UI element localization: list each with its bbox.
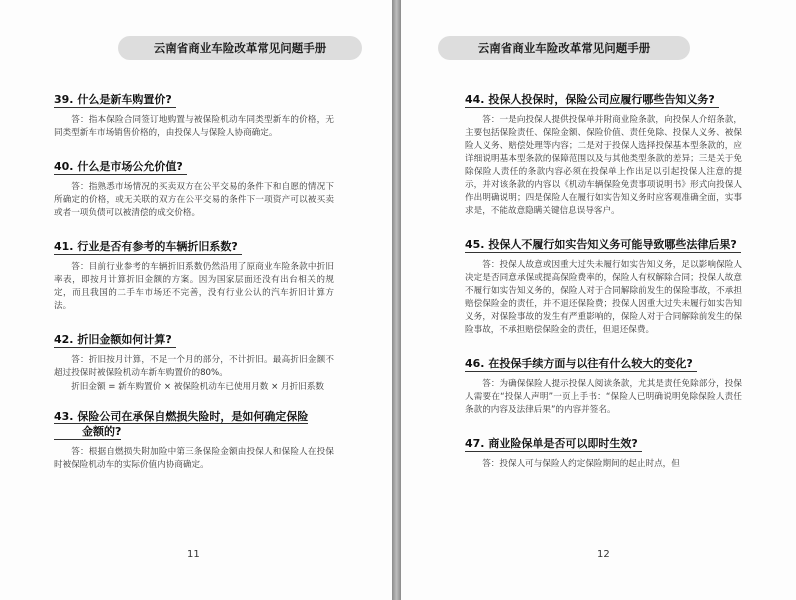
page-number: 12 — [597, 549, 610, 560]
answer-text: 答：根据自燃损失附加险中第三条保险金额由投保人和保险人在投保时被保险机动车的实际价值内协商确定。 — [54, 447, 334, 470]
left-page — [0, 0, 392, 600]
header-title: 云南省商业车险改革常见问题手册 — [118, 36, 362, 60]
question-line-1: 43. 保险公司在承保自燃损失险时，是如何确定保险 — [54, 410, 309, 423]
answer-text: 答：指熟悉市场情况的买卖双方在公平交易的条件下和自愿的情况下所确定的价格，或无关联的双方在公平交易的条件下一项资产可以被买卖或者一项负债可以被清偿的成交价格。 — [54, 182, 334, 218]
question-heading — [54, 409, 334, 440]
formula-text: 折旧金额 = 新车购置价 × 被保险机动车已使用月数 × 月折旧系数 — [71, 382, 325, 392]
qa-item — [54, 409, 334, 472]
qa-item — [465, 88, 742, 218]
qa-item — [54, 235, 334, 313]
page-content — [465, 88, 742, 486]
question-heading: 42. 折旧金额如何计算? — [54, 332, 176, 348]
qa-item — [54, 88, 334, 140]
question-heading: 47. 商业险保单是否可以即时生效? — [465, 436, 642, 452]
question-heading: 45. 投保人不履行如实告知义务可能导致哪些法律后果? — [465, 237, 741, 253]
book-gutter — [392, 0, 401, 600]
page-number: 11 — [187, 549, 200, 560]
question-line-2: 金额的? — [54, 424, 121, 440]
qa-item — [465, 352, 742, 417]
qa-item — [54, 155, 334, 220]
answer-text: 答：为确保保险人提示投保人阅读条款，尤其是责任免除部分，投保人需要在“投保人声明”一页上手书：“保险人已明确说明免除保险人责任条款的内容及法律后果”的内容并签名。 — [465, 379, 742, 415]
answer-text: 答：指本保险合同签订地购置与被保险机动车同类型新车的价格，无同类型新车市场销售价格的，由投保人与保险人协商确定。 — [54, 115, 334, 138]
answer-text: 答：目前行业参考的车辆折旧系数仍然沿用了原商业车险条款中折旧率表，即按月计算折旧金额的方案。因为国家层面还没有出台相关的规定，而且我国的二手车市场还不完善，没有行业公认的汽车折旧计算方法。 — [54, 262, 334, 311]
question-heading: 39. 什么是新车购置价? — [54, 92, 176, 108]
qa-item — [465, 233, 742, 337]
question-heading: 41. 行业是否有参考的车辆折旧系数? — [54, 239, 242, 255]
qa-item — [465, 432, 742, 471]
question-heading: 44. 投保人投保时，保险公司应履行哪些告知义务? — [465, 92, 719, 108]
page-content — [54, 88, 334, 487]
answer-text: 答：一是向投保人提供投保单并附商业险条款，向投保人介绍条款，主要包括保险责任、保险金额、保险价值、责任免除、投保人义务、被保险人义务、赔偿处理等内容；二是对于投保人选择投保基本型条款的，应详细说明基本型条款的保障范围以及与其他类型条款的差异；三是关于免除保险人责任的条款内容必须在投保单上作出足以引起投保人注意的提示，并对该条款的内容以《机动车辆保险免责事项说明书》形式向投保人作出明确说明；四是保险人在履行如实告知义务时应客观准确全面，实事求是，不能故意隐瞒关键信息误导客户。 — [465, 115, 742, 216]
question-heading: 40. 什么是市场公允价值? — [54, 159, 187, 175]
right-page — [401, 0, 796, 600]
answer-text: 答：折旧按月计算，不足一个月的部分，不计折旧。最高折旧金额不超过投保时被保险机动车新车购置价的80%。 — [54, 355, 334, 378]
question-heading: 46. 在投保手续方面与以往有什么较大的变化? — [465, 356, 697, 372]
qa-item — [54, 328, 334, 394]
answer-text: 答：投保人故意或因重大过失未履行如实告知义务，足以影响保险人决定是否同意承保或提高保险费率的，保险人有权解除合同；投保人故意不履行如实告知义务的，保险人对于合同解除前发生的保险事故，不承担赔偿保险金的责任，并不退还保险费；投保人因重大过失未履行如实告知义务，对保险事故的发生有严重影响的，保险人对于合同解除前发生的保险事故，不承担赔偿保险金的责任，但退还保费。 — [465, 260, 742, 335]
answer-text: 答：投保人可与保险人约定保险期间的起止时点，但 — [482, 459, 680, 469]
header-title: 云南省商业车险改革常见问题手册 — [438, 36, 690, 60]
